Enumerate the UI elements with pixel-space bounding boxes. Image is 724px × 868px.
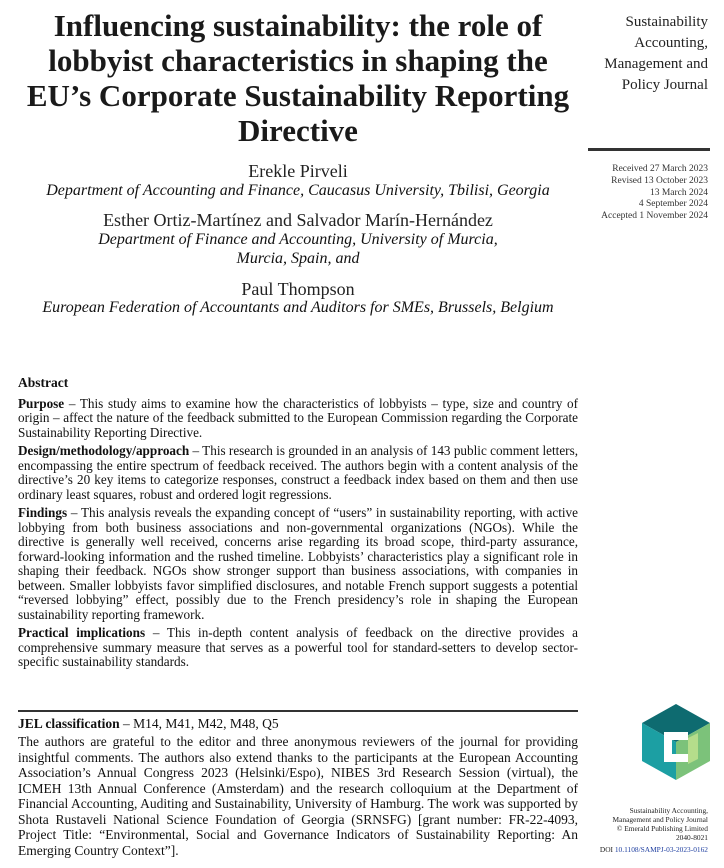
jel-codes: – M14, M41, M42, M48, Q5 [119, 716, 279, 731]
doi-line [560, 845, 708, 854]
purpose-label: Purpose [18, 395, 65, 411]
design-text: – This research is grounded in an analysis of 143 public comment letters, encompassing the entire spectrum of feedback received. The authors begin with a content analysis of the directive’s 20 key items to categorize responses, construct a feedback index based on them and then use ordinary least squares, robust and ordered logit regressions. [18, 443, 578, 502]
journal-name-line: Management and [604, 56, 708, 72]
publication-copyright: © Emerald Publishing Limited [616, 824, 708, 833]
date-revised: Revised 13 October 2023 [611, 175, 708, 186]
publication-issn: 2040-8021 [675, 833, 708, 842]
practical-text: – This in-depth content analysis of feedback on the directive provides a comprehensive summary measure that serves as a powerful tool for standard-setters to develop sector-specific sustainability standards. [18, 625, 578, 669]
abstract-section [18, 376, 578, 674]
journal-name-line: Policy Journal [621, 77, 708, 93]
journal-divider [588, 148, 710, 151]
findings-text: – This analysis reveals the expanding concept of “users” in sustainability reporting, with active lobbying from both business associations and non-governmental organizations (NGOs). While the directive is generally well received, concerns arise regarding its broad scope, third-party assurance, forward-looking information and the rushed timeline. Lobbyists’ characteristics play a significant role in shaping their feedback. NGOs show stronger support than business associations, with companies in between. Smaller lobbyists favor simplified disclosures, and notable French support suggests a potential “reversed lobbying” effect, possibly due to the French presidency’s role in shaping the European sustainability reporting framework. [18, 505, 578, 622]
author-marin: Salvador Marín-Hernández [296, 210, 493, 230]
emerald-logo-icon [640, 702, 712, 782]
date-revised: 13 March 2024 [649, 187, 708, 198]
date-received: Received 27 March 2023 [612, 164, 708, 174]
article-dates [590, 164, 708, 223]
author-ortiz: Esther Ortiz-Martínez [103, 210, 262, 230]
author-conjunction: and [266, 210, 292, 230]
abstract-purpose [18, 397, 578, 441]
affiliation-murcia-line1: Department of Finance and Accounting, University of Murcia, [98, 231, 498, 248]
date-accepted: Accepted 1 November 2024 [601, 211, 708, 222]
publication-journal: Sustainability Accounting, [629, 806, 708, 815]
jel-label: JEL classification [18, 716, 120, 731]
findings-label: Findings [18, 505, 68, 520]
abstract-practical [18, 626, 578, 670]
date-revised: 4 September 2024 [638, 199, 708, 210]
doi-link[interactable]: 10.1108/SAMPJ-03-2023-0162 [614, 845, 708, 854]
affiliation-caucasus: Department of Accounting and Finance, Caucasus University, Tbilisi, Georgia [46, 182, 550, 199]
article-title: Influencing sustainability: the role of lobbyist characteristics in shaping the EU’s Corporate Sustainability Reporting Directive [26, 8, 570, 148]
affiliation-efaa: European Federation of Accountants and Auditors for SMEs, Brussels, Belgium [42, 299, 554, 316]
abstract-design [18, 444, 578, 502]
author-thompson: Paul Thompson [241, 279, 355, 299]
journal-name-line: Accounting, [634, 35, 708, 51]
authors-murcia [14, 209, 582, 231]
author-pirveli: Erekle Pirveli [248, 161, 348, 181]
publication-journal: Management and Policy Journal [612, 815, 708, 824]
journal-name-line: Sustainability [625, 14, 708, 30]
purpose-text: – This study aims to examine how the characteristics of lobbyists – type, size and country of origin – affect the nature of the feedback submitted to the European Commission regarding the Corporate Sustainability Reporting Directive. [18, 395, 578, 440]
jel-classification [18, 716, 578, 732]
design-label: Design/methodology/approach [18, 443, 190, 458]
publication-info [588, 806, 708, 842]
affiliation-murcia-line2: Murcia, Spain, and [236, 250, 360, 267]
jel-divider [18, 710, 578, 712]
acknowledgement: The authors are grateful to the editor and three anonymous reviewers of the journal for providing insightful comments. The authors also extend thanks to the participants at the European Accounting Association’s Annual Congress 2023 (Helsinki/Espo), NIBES 3rd Research Session (virtual), the ICMEH 13th Annual Conference (Amsterdam) and the research colloquium at the Department of Financial Accounting, Auditing and Sustainability, University of Hamburg. The work was supported by Shota Rustaveli National Science Foundation of Georgia (SRNSFG) [grant number: FR-22-4093, Project Title: “Environmental, Social and Governance Indicators of Sustainability Reporting: An Emerging Country Context”]. [18, 734, 578, 858]
practical-label: Practical implications [18, 625, 146, 640]
abstract-findings [18, 506, 578, 622]
journal-name [590, 12, 708, 96]
abstract-heading: Abstract [18, 375, 69, 390]
doi-label: DOI [599, 845, 613, 854]
logo-accent [688, 733, 698, 764]
